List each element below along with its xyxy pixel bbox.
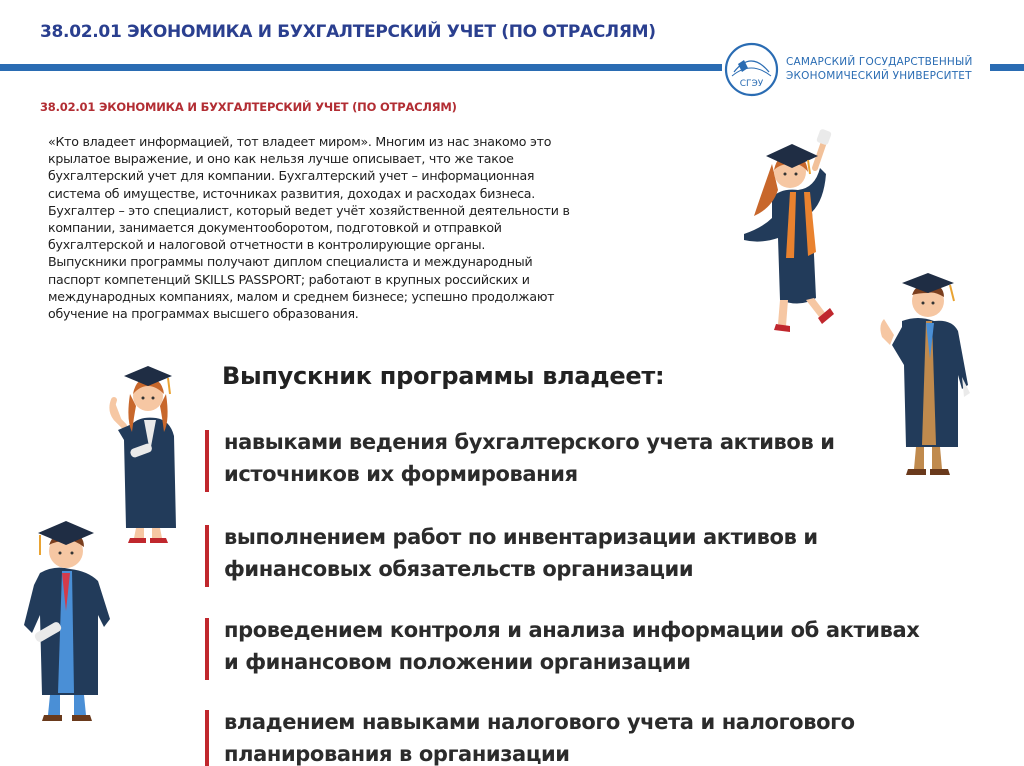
skill-bullet-bar [205, 618, 209, 680]
header-divider [0, 64, 722, 71]
university-name-line1: САМАРСКИЙ ГОСУДАРСТВЕННЫЙ [786, 56, 973, 68]
page-title: 38.02.01 ЭКОНОМИКА И БУХГАЛТЕРСКИЙ УЧЕТ (ПО ОТРАСЛЯМ) [40, 22, 656, 42]
skill-bullet-bar [205, 430, 209, 492]
program-description: «Кто владеет информацией, тот владеет миром». Многим из нас знакомо это крылатое выражение, и оно как нельзя лучше описывает, что же такое бухгалтерский учет для компании. Бухгалтерский учет – информационная система об имуществе, источниках развития, доходах и расходах бизнеса. Бухгалтер – это специалист, который ведет учёт хозяйственной деятельности в компании, занимается документооборотом, подготовкой и отправкой бухгалтерской и налоговой отчетности в контролирующие органы. Выпускники программы получают диплом специалиста и международный паспорт компетенций SKILLS PASSPORT; работают в крупных российских и международных компаниях, малом и среднем бизнесе; успешно продолжают обучение на программах высшего образования. [48, 134, 570, 322]
skill-item-2 [205, 521, 1005, 591]
logo-mark-text: СГЭУ [739, 79, 764, 89]
university-logo-icon [724, 42, 779, 97]
graduate-girl-jumping-icon [720, 128, 850, 338]
skill-item-4 [205, 706, 1005, 766]
skill-bullet-bar [205, 525, 209, 587]
skill-text: проведением контроля и анализа информации об активах и финансовом положении организации [224, 618, 920, 674]
header-divider-right [990, 64, 1024, 71]
skill-item-3 [205, 614, 1005, 684]
skills-heading: Выпускник программы владеет: [222, 362, 665, 390]
skill-text: владением навыками налогового учета и налогового планирования в организации [224, 710, 855, 766]
skill-bullet-bar [205, 710, 209, 766]
university-name-line2: ЭКОНОМИЧЕСКИЙ УНИВЕРСИТЕТ [786, 70, 972, 82]
graduate-boy-left-icon [14, 515, 124, 725]
skill-text: навыками ведения бухгалтерского учета активов и источников их формирования [224, 430, 835, 486]
university-name [786, 55, 973, 83]
skill-text: выполнением работ по инвентаризации активов и финансовых обязательств организации [224, 525, 818, 581]
program-subtitle: 38.02.01 ЭКОНОМИКА И БУХГАЛТЕРСКИЙ УЧЕТ (ПО ОТРАСЛЯМ) [40, 100, 457, 114]
graduate-boy-right-icon [872, 265, 982, 480]
